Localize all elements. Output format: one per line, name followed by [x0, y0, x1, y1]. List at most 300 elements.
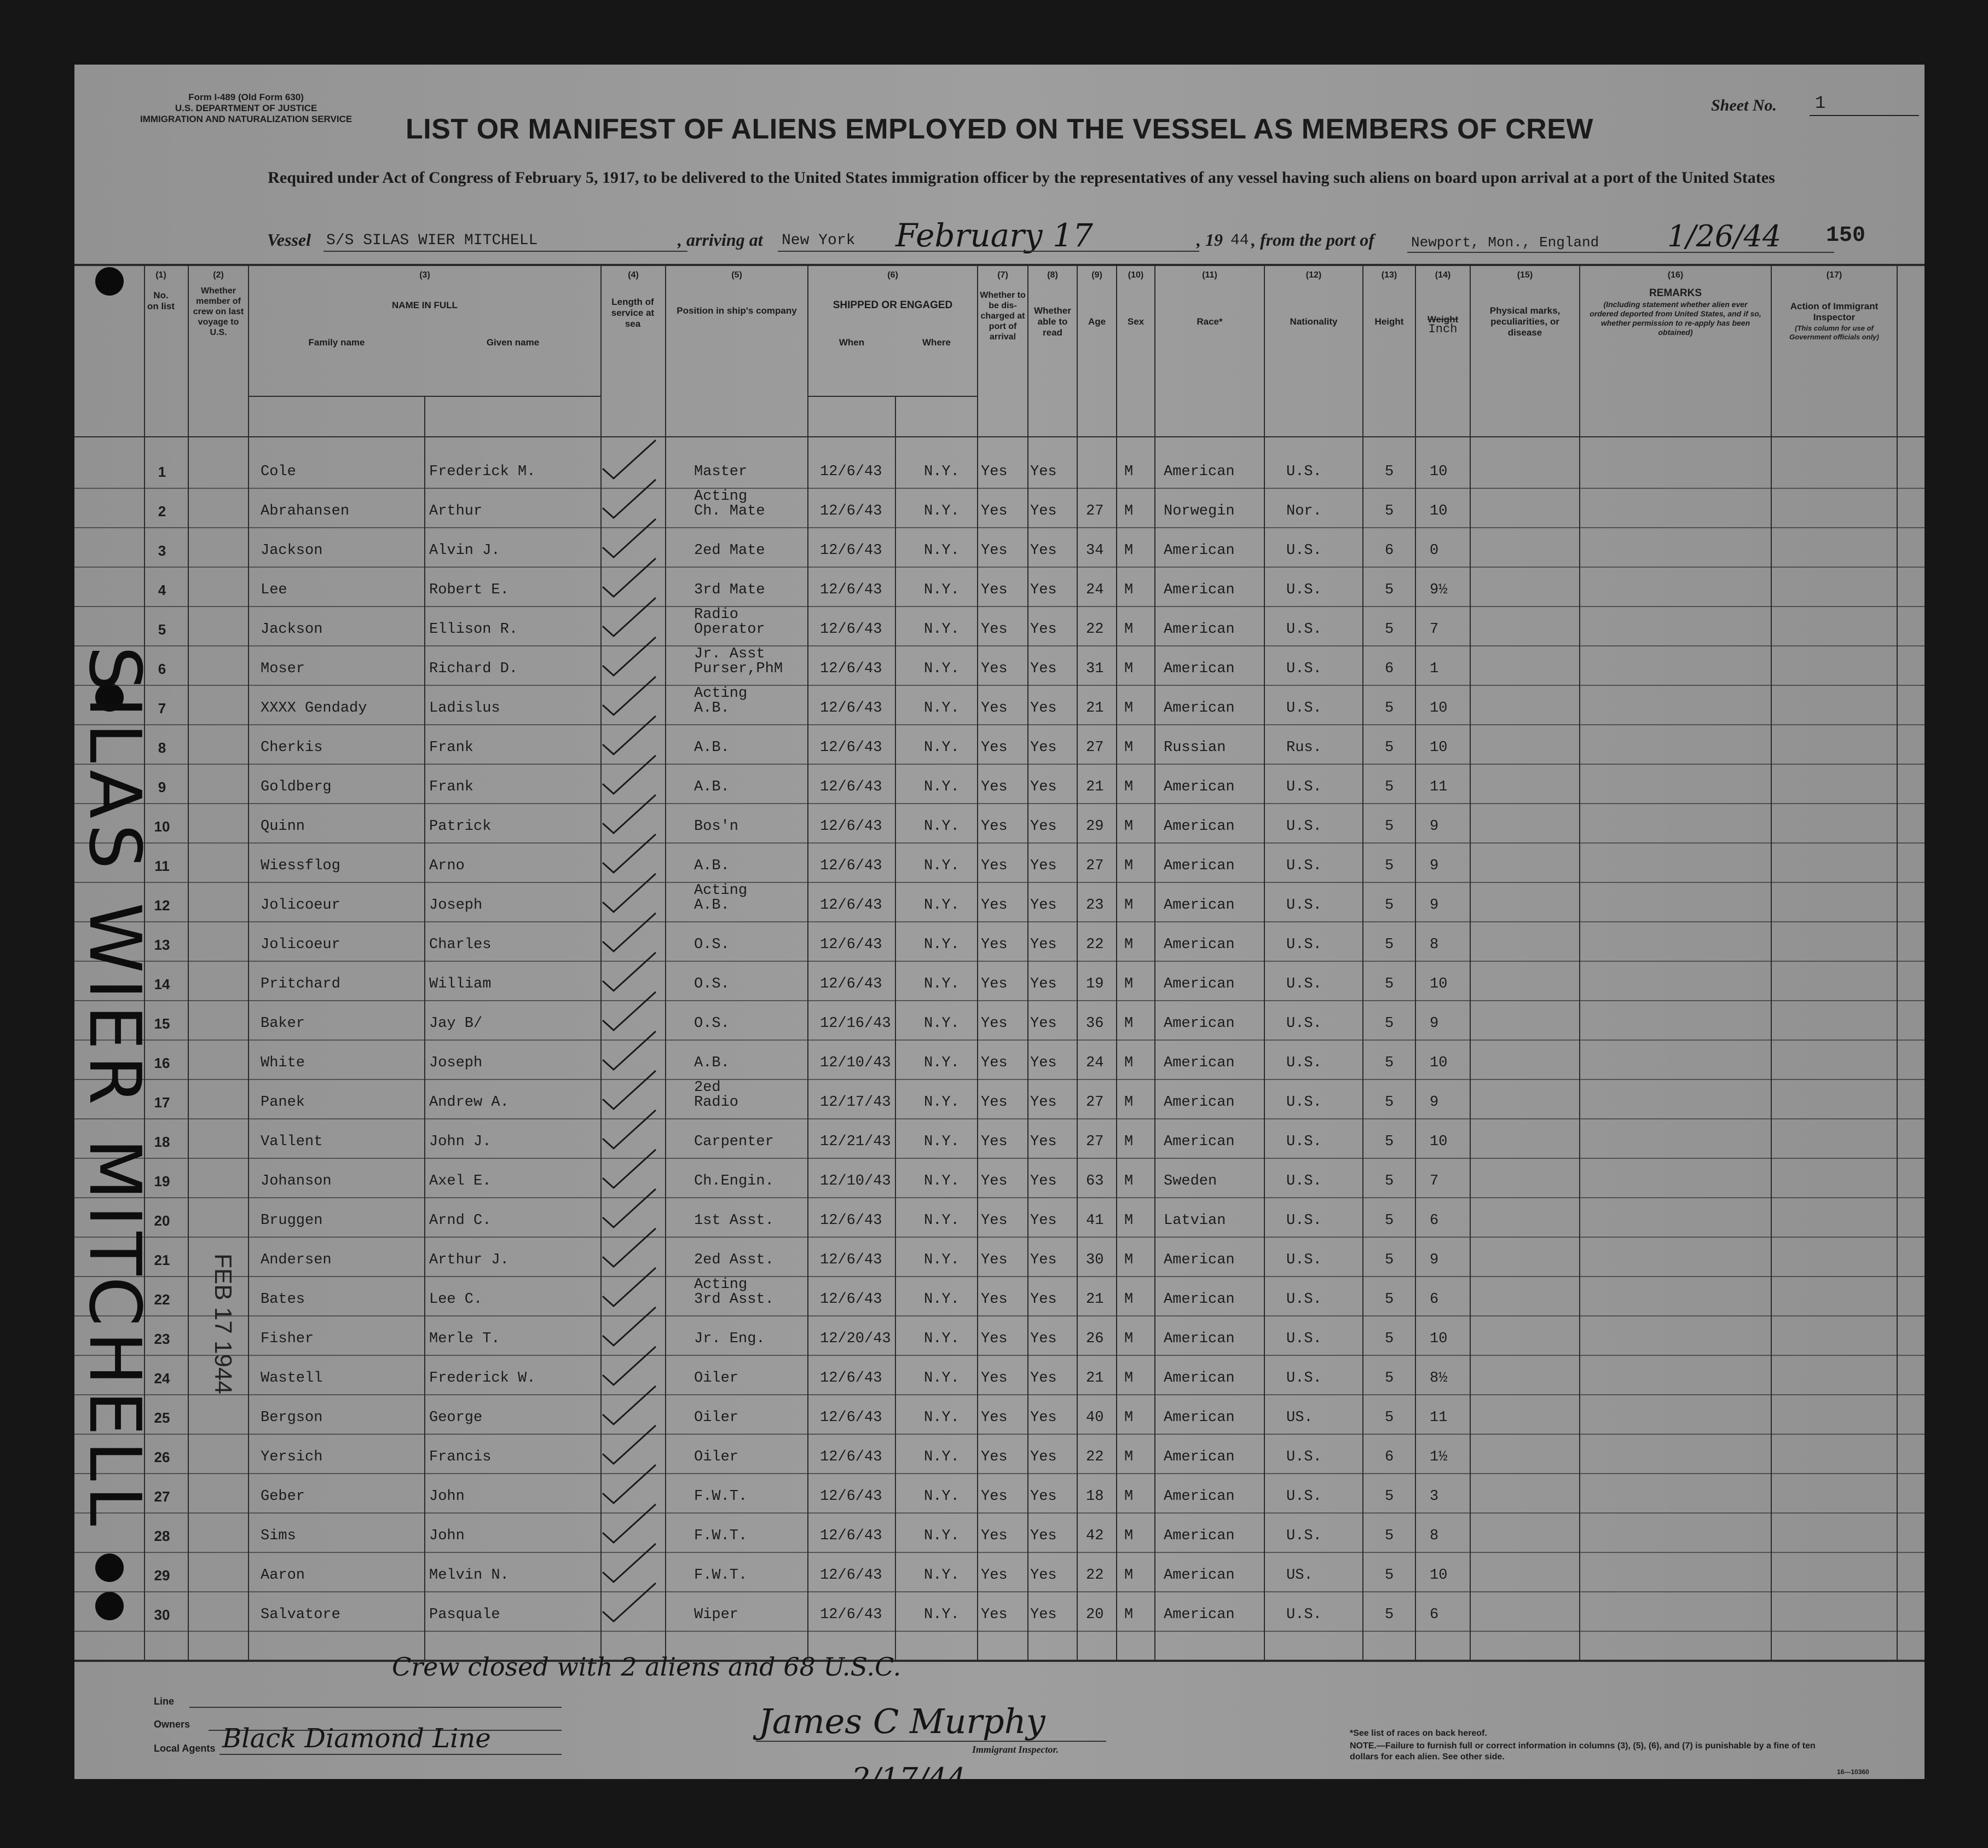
- cell-sex: M: [1124, 1094, 1134, 1111]
- cell-age: 22: [1086, 937, 1104, 953]
- cell-where: N.Y.: [924, 937, 960, 953]
- cell-when: 12/21/43: [820, 1134, 891, 1150]
- cell-when: 12/6/43: [820, 818, 882, 835]
- cell-read: Yes: [1030, 621, 1057, 638]
- cell-sex: M: [1124, 1291, 1134, 1308]
- cell-no: 9: [158, 779, 166, 795]
- cell-race: American: [1164, 464, 1235, 480]
- cell-race: Latvian: [1164, 1212, 1226, 1229]
- cell-given: Frederick M.: [429, 464, 536, 480]
- cell-given: John: [429, 1528, 465, 1544]
- cell-nat: U.S.: [1286, 464, 1322, 480]
- cell-when: 12/10/43: [820, 1173, 891, 1189]
- cell-family: Pritchard: [261, 976, 340, 992]
- cell-where: N.Y.: [924, 464, 960, 480]
- cell-nat: U.S.: [1286, 779, 1322, 795]
- cell-race: American: [1164, 1015, 1235, 1032]
- header-where: Where: [922, 337, 951, 348]
- cell-given: Arthur: [429, 503, 483, 519]
- cell-family: Aaron: [261, 1567, 305, 1584]
- cell-read: Yes: [1030, 1528, 1057, 1544]
- cell-given: Frank: [429, 779, 474, 795]
- cell-no: 4: [158, 582, 166, 598]
- margin-vessel-name: SILAS WIER MITCHELL: [73, 646, 157, 1532]
- cell-pos1: Jr. Asst: [694, 646, 765, 662]
- cell-where: N.Y.: [924, 1015, 960, 1032]
- cell-race: American: [1164, 976, 1235, 992]
- cell-race: American: [1164, 1607, 1235, 1623]
- cell-nat: U.S.: [1286, 1094, 1322, 1111]
- header-position: Position in ship's company: [677, 305, 797, 316]
- cell-age: 21: [1086, 779, 1104, 795]
- cell-where: N.Y.: [924, 621, 960, 638]
- header-remarks: REMARKS: [1649, 287, 1702, 299]
- cell-ft: 5: [1385, 1252, 1394, 1268]
- cell-where: N.Y.: [924, 1528, 960, 1544]
- cell-nat: US.: [1286, 1567, 1313, 1584]
- cell-given: Arno: [429, 858, 465, 874]
- cell-family: Bruggen: [261, 1212, 323, 1229]
- checkmark-icon: [603, 1583, 656, 1621]
- cell-race: American: [1164, 542, 1235, 559]
- cell-age: 20: [1086, 1607, 1104, 1623]
- cell-nat: US.: [1286, 1410, 1313, 1426]
- cell-where: N.Y.: [924, 1055, 960, 1071]
- cell-ft: 5: [1385, 937, 1394, 953]
- cell-family: Abrahansen: [261, 503, 350, 519]
- cell-age: 34: [1086, 542, 1104, 559]
- cell-sex: M: [1124, 897, 1134, 914]
- cell-ft: 5: [1385, 1567, 1394, 1584]
- cell-no: 19: [154, 1173, 170, 1189]
- header-when: When: [839, 337, 865, 348]
- cell-ft: 6: [1385, 661, 1394, 677]
- cell-read: Yes: [1030, 503, 1057, 519]
- header-action-note: (This column for use of Government officials only): [1789, 324, 1879, 341]
- cell-when: 12/6/43: [820, 740, 882, 756]
- cell-discharged: Yes: [981, 779, 1008, 795]
- cell-discharged: Yes: [981, 1291, 1008, 1308]
- cell-pos2: A.B.: [694, 700, 730, 717]
- cell-given: Joseph: [429, 897, 483, 914]
- cell-family: Bergson: [261, 1410, 323, 1426]
- cell-race: American: [1164, 1410, 1235, 1426]
- cell-pos2: O.S.: [694, 976, 730, 992]
- year-label: , 19: [1197, 230, 1223, 250]
- checkmark-icon: [603, 1544, 656, 1582]
- page-code: 150: [1826, 223, 1866, 248]
- cell-where: N.Y.: [924, 858, 960, 874]
- cell-no: 1: [158, 464, 166, 480]
- cell-no: 6: [158, 661, 166, 677]
- cell-nat: U.S.: [1286, 1173, 1322, 1189]
- cell-nat: U.S.: [1286, 1488, 1322, 1505]
- cell-nat: U.S.: [1286, 1370, 1322, 1387]
- cell-race: American: [1164, 779, 1235, 795]
- cell-read: Yes: [1030, 700, 1057, 717]
- cell-sex: M: [1124, 661, 1134, 677]
- cell-in: 7: [1430, 621, 1439, 638]
- cell-pos2: O.S.: [694, 1015, 730, 1032]
- cell-where: N.Y.: [924, 1370, 960, 1387]
- header-given-name: Given name: [486, 337, 540, 348]
- checkmark-icon: [603, 637, 656, 675]
- cell-pos2: Bos'n: [694, 818, 739, 835]
- cell-nat: U.S.: [1286, 700, 1322, 717]
- cell-pos1: Acting: [694, 685, 748, 702]
- checkmark-icon: [603, 558, 656, 597]
- cell-read: Yes: [1030, 464, 1057, 480]
- cell-in: 8½: [1430, 1370, 1448, 1387]
- cell-age: 21: [1086, 700, 1104, 717]
- cell-family: Moser: [261, 661, 305, 677]
- cell-race: American: [1164, 700, 1235, 717]
- print-code: 16—10360: [1837, 1768, 1869, 1776]
- cell-family: XXXX Gendady: [261, 700, 367, 717]
- col-num: (1): [155, 270, 166, 280]
- checkmark-icon: [603, 1150, 656, 1188]
- cell-age: 40: [1086, 1410, 1104, 1426]
- cell-family: Fisher: [261, 1331, 314, 1347]
- cell-ft: 5: [1385, 582, 1394, 598]
- checkmark-icon: [603, 1228, 656, 1267]
- cell-age: 27: [1086, 1134, 1104, 1150]
- cell-nat: U.S.: [1286, 1015, 1322, 1032]
- cell-given: Jay B/: [429, 1015, 483, 1032]
- cell-discharged: Yes: [981, 976, 1008, 992]
- col-num: (7): [997, 270, 1008, 280]
- cell-discharged: Yes: [981, 1212, 1008, 1229]
- cell-age: 27: [1086, 503, 1104, 519]
- cell-ft: 6: [1385, 1449, 1394, 1465]
- cell-when: 12/6/43: [820, 1488, 882, 1505]
- cell-race: American: [1164, 1055, 1235, 1071]
- cell-in: 6: [1430, 1212, 1439, 1229]
- cell-age: 41: [1086, 1212, 1104, 1229]
- cell-sex: M: [1124, 818, 1134, 835]
- cell-ft: 5: [1385, 1331, 1394, 1347]
- cell-in: 6: [1430, 1607, 1439, 1623]
- cell-given: Patrick: [429, 818, 492, 835]
- cell-given: Arthur J.: [429, 1252, 509, 1268]
- cell-race: American: [1164, 1134, 1235, 1150]
- cell-when: 12/6/43: [820, 976, 882, 992]
- cell-age: 63: [1086, 1173, 1104, 1189]
- col-num: (2): [213, 270, 224, 280]
- cell-pos2: Oiler: [694, 1410, 739, 1426]
- cell-where: N.Y.: [924, 1094, 960, 1111]
- cell-nat: U.S.: [1286, 937, 1322, 953]
- cell-race: Russian: [1164, 740, 1226, 756]
- cell-read: Yes: [1030, 1212, 1057, 1229]
- cell-race: American: [1164, 818, 1235, 835]
- cell-race: American: [1164, 1488, 1235, 1505]
- cell-ft: 5: [1385, 818, 1394, 835]
- header-race: Race*: [1197, 316, 1223, 327]
- cell-discharged: Yes: [981, 858, 1008, 874]
- cell-read: Yes: [1030, 1331, 1057, 1347]
- cell-ft: 5: [1385, 1410, 1394, 1426]
- cell-ft: 5: [1385, 1173, 1394, 1189]
- cell-where: N.Y.: [924, 818, 960, 835]
- checkmark-icon: [603, 1307, 656, 1345]
- cell-nat: U.S.: [1286, 1331, 1322, 1347]
- cell-in: 9: [1430, 1252, 1439, 1268]
- cell-age: 30: [1086, 1252, 1104, 1268]
- cell-sex: M: [1124, 1528, 1134, 1544]
- cell-where: N.Y.: [924, 1173, 960, 1189]
- cell-given: Francis: [429, 1449, 492, 1465]
- cell-pos2: Operator: [694, 621, 765, 638]
- cell-discharged: Yes: [981, 1252, 1008, 1268]
- cell-no: 30: [154, 1607, 170, 1623]
- cell-when: 12/6/43: [820, 1370, 882, 1387]
- cell-age: 19: [1086, 976, 1104, 992]
- cell-discharged: Yes: [981, 1173, 1008, 1189]
- cell-in: 1½: [1430, 1449, 1448, 1465]
- cell-no: 13: [154, 937, 170, 953]
- cell-family: Panek: [261, 1094, 305, 1111]
- cell-where: N.Y.: [924, 1567, 960, 1584]
- cell-when: 12/6/43: [820, 1252, 882, 1268]
- checkmark-icon: [603, 480, 656, 518]
- cell-in: 9: [1430, 818, 1439, 835]
- cell-no: 2: [158, 503, 166, 519]
- cell-race: American: [1164, 1370, 1235, 1387]
- cell-given: William: [429, 976, 492, 992]
- cell-given: Merle T.: [429, 1331, 500, 1347]
- cell-pos2: Master: [694, 464, 748, 480]
- cell-no: 29: [154, 1567, 170, 1584]
- cell-age: 29: [1086, 818, 1104, 835]
- col-num: (13): [1381, 270, 1397, 280]
- cell-pos2: Purser,PhM: [694, 661, 783, 677]
- cell-in: 10: [1430, 1134, 1448, 1150]
- cell-given: Andrew A.: [429, 1094, 509, 1111]
- cell-when: 12/16/43: [820, 1015, 891, 1032]
- cell-no: 14: [154, 976, 170, 992]
- cell-pos2: 3rd Asst.: [694, 1291, 774, 1308]
- cell-when: 12/6/43: [820, 700, 882, 717]
- cell-discharged: Yes: [981, 740, 1008, 756]
- cell-no: 16: [154, 1055, 170, 1071]
- cell-pos2: F.W.T.: [694, 1488, 748, 1505]
- cell-where: N.Y.: [924, 1410, 960, 1426]
- form-id: Form I-489 (Old Form 630) U.S. DEPARTMENT OF JUSTICE IMMIGRATION AND NATURALIZATION SERVICE: [140, 92, 352, 124]
- cell-nat: U.S.: [1286, 1528, 1322, 1544]
- checkmark-icon: [603, 1465, 656, 1503]
- header-physical-marks: Physical marks, peculiarities, or disease: [1489, 305, 1561, 338]
- cell-nat: U.S.: [1286, 1449, 1322, 1465]
- cell-race: Sweden: [1164, 1173, 1217, 1189]
- col-num: (5): [731, 270, 742, 280]
- cell-ft: 5: [1385, 1370, 1394, 1387]
- cell-race: American: [1164, 1331, 1235, 1347]
- header-last-voyage: Whether member of crew on last voyage to U.S.: [193, 286, 244, 337]
- length-of-service-checkmarks: [74, 262, 1925, 1691]
- cell-given: Richard D.: [429, 661, 518, 677]
- cell-family: Sims: [261, 1528, 296, 1544]
- cell-in: 9½: [1430, 582, 1448, 598]
- cell-in: 9: [1430, 858, 1439, 874]
- cell-pos2: Ch.Engin.: [694, 1173, 774, 1189]
- cell-in: 3: [1430, 1488, 1439, 1505]
- cell-sex: M: [1124, 1607, 1134, 1623]
- cell-no: 10: [154, 818, 170, 835]
- cell-discharged: Yes: [981, 464, 1008, 480]
- cell-given: George: [429, 1410, 483, 1426]
- cell-where: N.Y.: [924, 542, 960, 559]
- cell-pos2: A.B.: [694, 897, 730, 914]
- cell-sex: M: [1124, 1331, 1134, 1347]
- cell-pos2: Jr. Eng.: [694, 1331, 765, 1347]
- cell-nat: U.S.: [1286, 818, 1322, 835]
- cell-sex: M: [1124, 503, 1134, 519]
- checkmark-icon: [603, 716, 656, 754]
- cell-where: N.Y.: [924, 700, 960, 717]
- cell-where: N.Y.: [924, 740, 960, 756]
- col-num: (16): [1667, 270, 1684, 280]
- cell-in: 6: [1430, 1291, 1439, 1308]
- col-num: (6): [887, 270, 898, 280]
- cell-nat: U.S.: [1286, 661, 1322, 677]
- cell-age: 36: [1086, 1015, 1104, 1032]
- checkmark-icon: [603, 834, 656, 873]
- cell-where: N.Y.: [924, 1134, 960, 1150]
- cell-given: Lee C.: [429, 1291, 483, 1308]
- cell-when: 12/6/43: [820, 542, 882, 559]
- cell-race: American: [1164, 582, 1235, 598]
- cell-no: 5: [158, 621, 166, 638]
- local-agents-value: Black Diamond Line: [222, 1723, 491, 1754]
- cell-family: Vallent: [261, 1134, 323, 1150]
- cell-in: 9: [1430, 1094, 1439, 1111]
- cell-pos2: Ch. Mate: [694, 503, 765, 519]
- cell-when: 12/6/43: [820, 503, 882, 519]
- cell-ft: 5: [1385, 621, 1394, 638]
- cell-in: 8: [1430, 1528, 1439, 1544]
- cell-discharged: Yes: [981, 503, 1008, 519]
- cell-where: N.Y.: [924, 1449, 960, 1465]
- cell-sex: M: [1124, 976, 1134, 992]
- header-nationality: Nationality: [1290, 316, 1338, 327]
- cell-age: 31: [1086, 661, 1104, 677]
- cell-given: Ellison R.: [429, 621, 518, 638]
- cell-discharged: Yes: [981, 582, 1008, 598]
- checkmark-icon: [603, 677, 656, 715]
- cell-read: Yes: [1030, 1055, 1057, 1071]
- cell-given: Frederick W.: [429, 1370, 536, 1387]
- cell-discharged: Yes: [981, 897, 1008, 914]
- cell-read: Yes: [1030, 937, 1057, 953]
- inspector-label: Immigrant Inspector.: [972, 1744, 1059, 1755]
- header-height: Height: [1374, 316, 1404, 327]
- cell-family: Jackson: [261, 621, 323, 638]
- checkmark-icon: [603, 440, 656, 478]
- cell-nat: U.S.: [1286, 582, 1322, 598]
- col-num: (4): [628, 270, 639, 280]
- cell-given: Frank: [429, 740, 474, 756]
- checkmark-icon: [603, 1504, 656, 1543]
- cell-sex: M: [1124, 1410, 1134, 1426]
- checkmark-icon: [603, 1347, 656, 1385]
- crew-closed-note: Crew closed with 2 aliens and 68 U.S.C.: [392, 1652, 901, 1682]
- cell-given: Pasquale: [429, 1607, 500, 1623]
- cell-in: 0: [1430, 542, 1439, 559]
- cell-no: 20: [154, 1212, 170, 1229]
- cell-pos2: A.B.: [694, 740, 730, 756]
- cell-where: N.Y.: [924, 661, 960, 677]
- cell-read: Yes: [1030, 582, 1057, 598]
- cell-race: American: [1164, 897, 1235, 914]
- cell-read: Yes: [1030, 1488, 1057, 1505]
- cell-race: American: [1164, 1094, 1235, 1111]
- owners-label: Owners: [154, 1719, 190, 1730]
- cell-family: Jackson: [261, 542, 323, 559]
- cell-family: Lee: [261, 582, 287, 598]
- cell-discharged: Yes: [981, 1331, 1008, 1347]
- cell-discharged: Yes: [981, 1488, 1008, 1505]
- cell-given: Arnd C.: [429, 1212, 492, 1229]
- cell-no: 7: [158, 700, 166, 717]
- line-label: Line: [154, 1696, 175, 1707]
- cell-sex: M: [1124, 937, 1134, 953]
- cell-pos2: A.B.: [694, 858, 730, 874]
- inspector-signature: James C Murphy: [759, 1701, 1045, 1741]
- cell-read: Yes: [1030, 779, 1057, 795]
- cell-given: Ladislus: [429, 700, 500, 717]
- cell-ft: 5: [1385, 1055, 1394, 1071]
- cell-family: Yersich: [261, 1449, 323, 1465]
- cell-in: 10: [1430, 503, 1448, 519]
- cell-discharged: Yes: [981, 661, 1008, 677]
- cell-pos2: 2ed Mate: [694, 542, 765, 559]
- from-port-label: , from the port of: [1251, 230, 1374, 250]
- cell-where: N.Y.: [924, 503, 960, 519]
- cell-when: 12/6/43: [820, 582, 882, 598]
- cell-given: Robert E.: [429, 582, 509, 598]
- cell-when: 12/17/43: [820, 1094, 891, 1111]
- cell-no: 12: [154, 897, 170, 914]
- col-num: (10): [1128, 270, 1144, 280]
- cell-age: 22: [1086, 621, 1104, 638]
- cell-race: American: [1164, 1449, 1235, 1465]
- page-title: LIST OR MANIFEST OF ALIENS EMPLOYED ON THE VESSEL AS MEMBERS OF CREW: [406, 113, 1593, 145]
- cell-ft: 5: [1385, 1094, 1394, 1111]
- checkmark-icon: [603, 1071, 656, 1109]
- cell-family: Andersen: [261, 1252, 332, 1268]
- cell-race: Norwegin: [1164, 503, 1235, 519]
- cell-discharged: Yes: [981, 1528, 1008, 1544]
- arrival-year: 44: [1230, 232, 1249, 249]
- cell-sex: M: [1124, 542, 1134, 559]
- cell-sex: M: [1124, 1488, 1134, 1505]
- manifest-sheet: [73, 65, 1925, 1796]
- cell-when: 12/6/43: [820, 1212, 882, 1229]
- cell-read: Yes: [1030, 1410, 1057, 1426]
- cell-age: 26: [1086, 1331, 1104, 1347]
- arriving-label: , arriving at: [678, 230, 763, 250]
- cell-where: N.Y.: [924, 1488, 960, 1505]
- cell-read: Yes: [1030, 1567, 1057, 1584]
- cell-pos1: Acting: [694, 1277, 748, 1293]
- cell-sex: M: [1124, 858, 1134, 874]
- checkmark-icon: [603, 1425, 656, 1464]
- checkmark-icon: [603, 755, 656, 794]
- cell-ft: 5: [1385, 1212, 1394, 1229]
- cell-discharged: Yes: [981, 818, 1008, 835]
- cell-nat: U.S.: [1286, 976, 1322, 992]
